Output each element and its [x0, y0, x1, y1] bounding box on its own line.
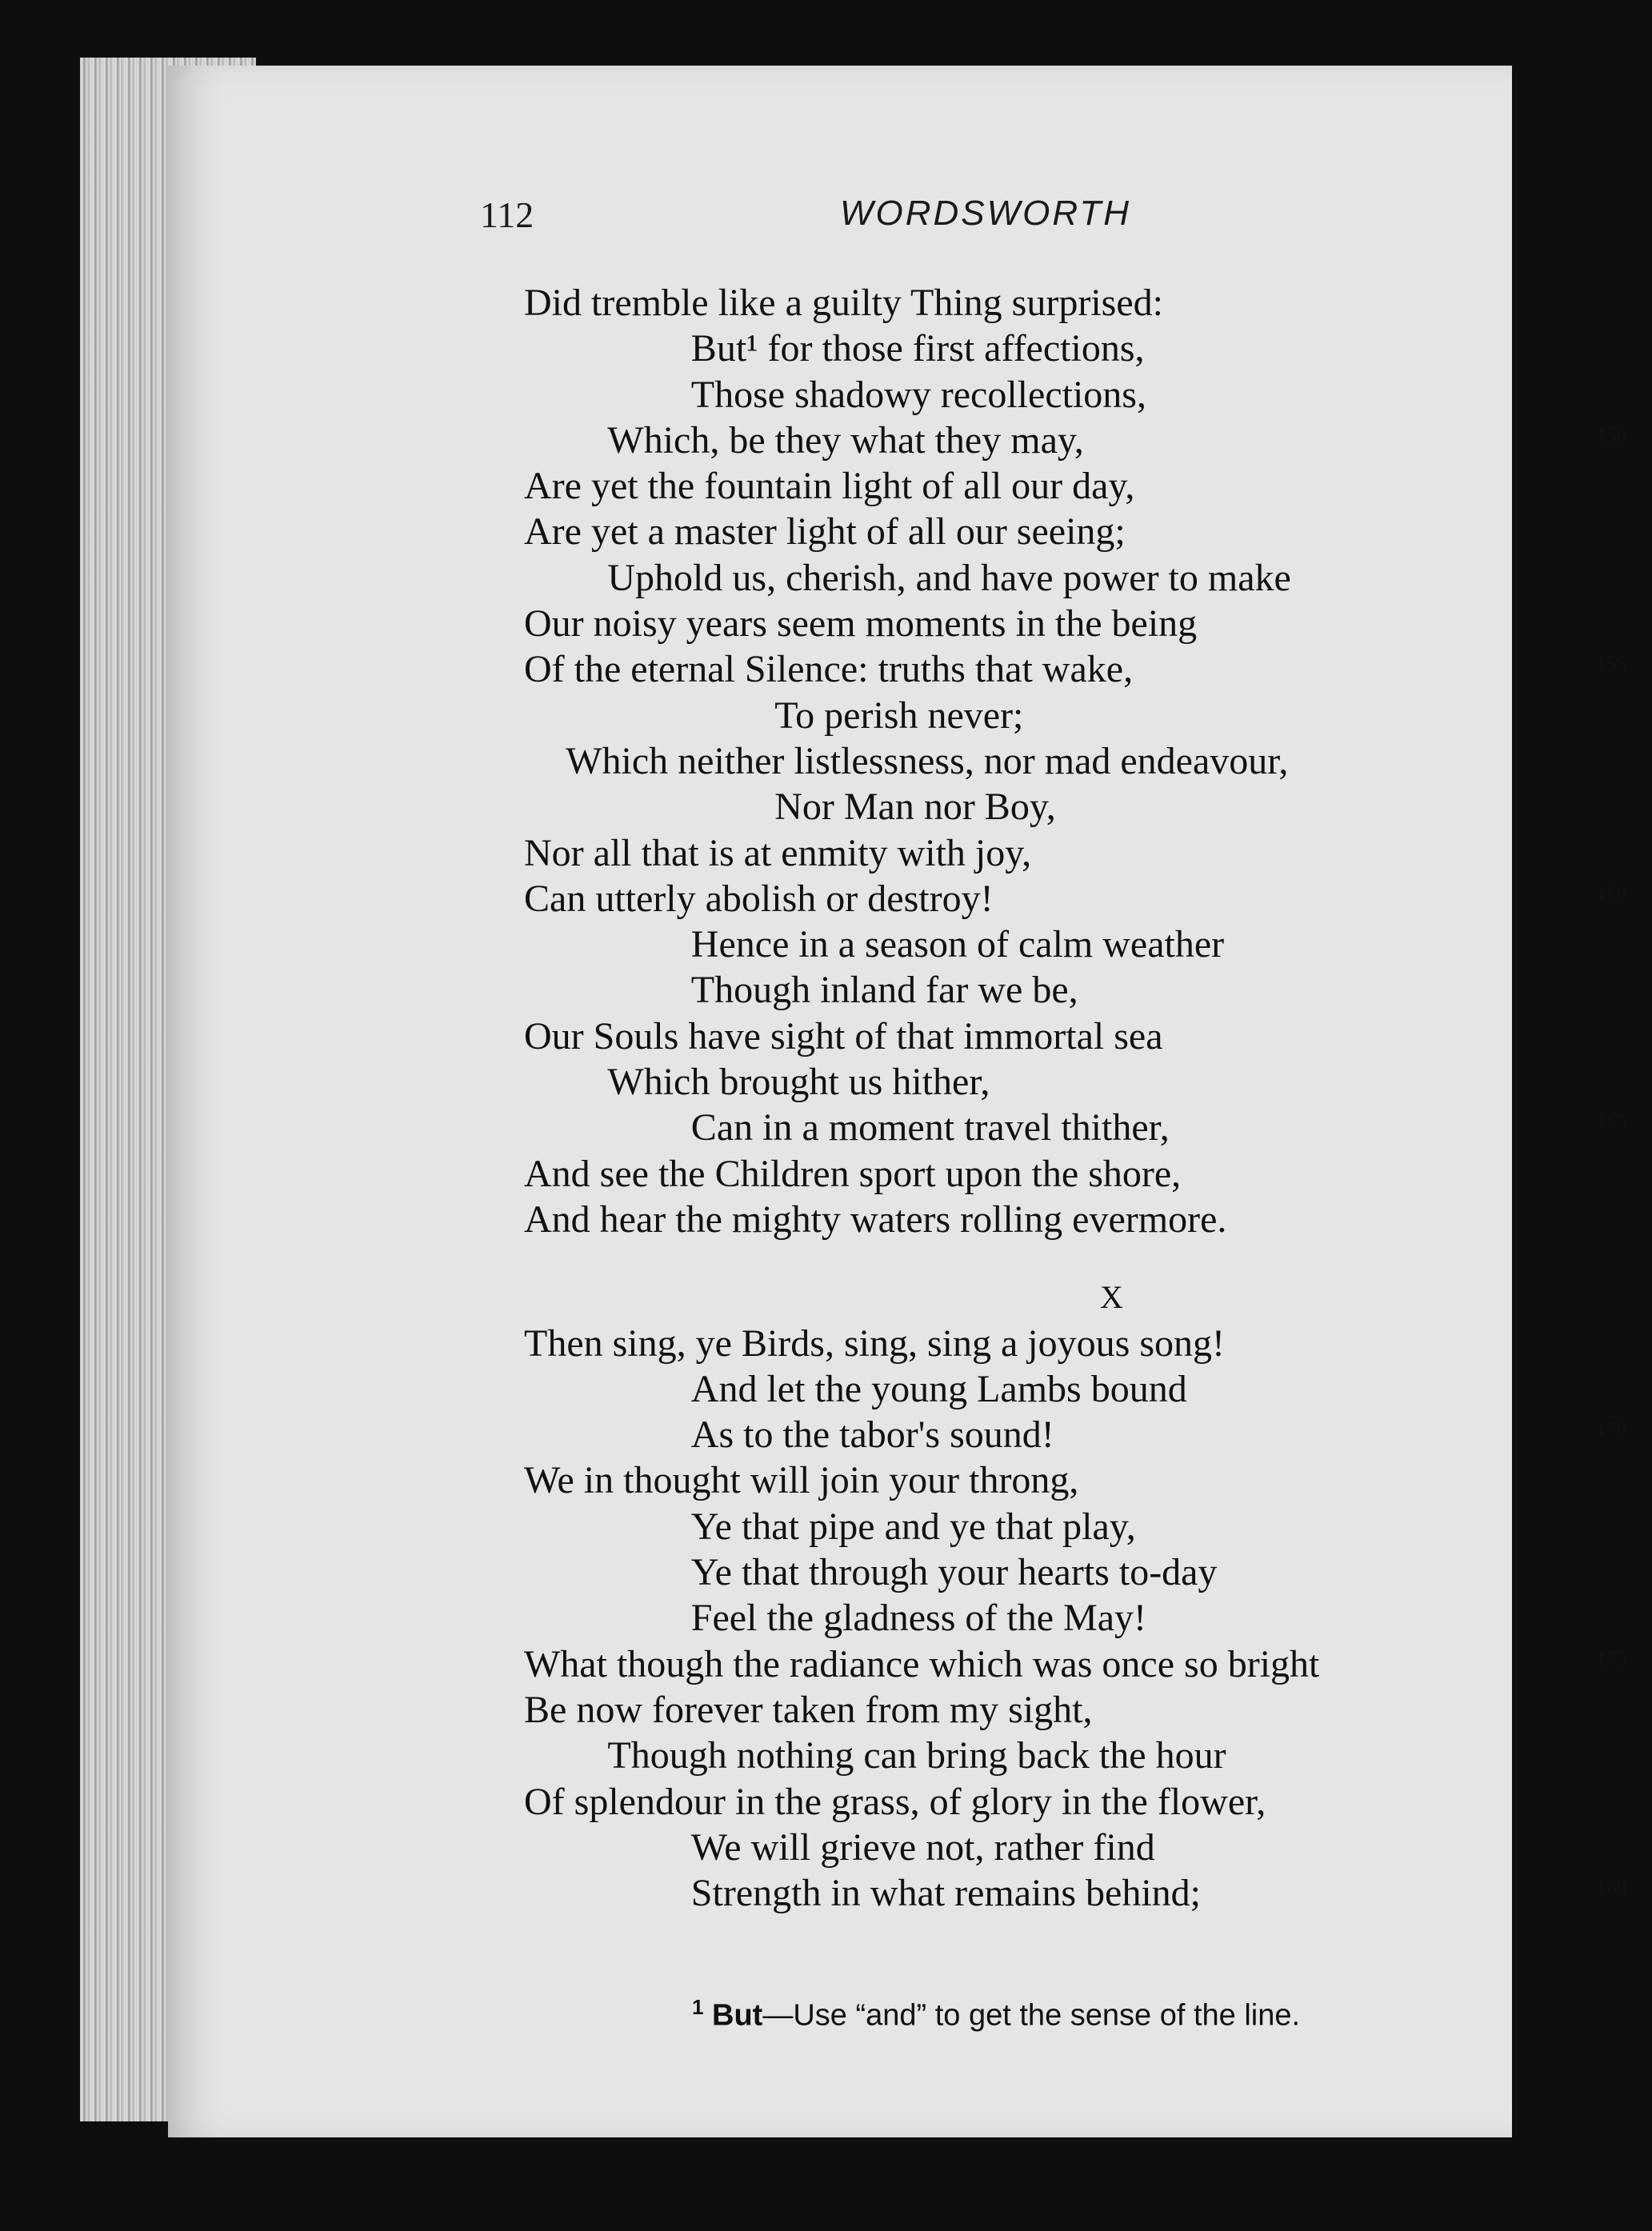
poem-line-text: Of the eternal Silence: truths that wake,	[524, 648, 1134, 691]
poem-line-text: Our noisy years seem moments in the being	[524, 602, 1198, 646]
poem-line	[524, 1779, 1644, 1825]
poem-line-text: Ye that pipe and ye that play,	[690, 1505, 1136, 1548]
poem-line	[524, 326, 1644, 371]
poem-line-text: To perish never;	[774, 694, 1024, 737]
poem-line	[524, 463, 1644, 509]
poem-line	[524, 1412, 1644, 1457]
poem-line-text: Which brought us hither,	[607, 1061, 990, 1104]
poem-line-text: Feel the gladness of the May!	[690, 1597, 1146, 1640]
poem-line-text: Nor Man nor Boy,	[774, 786, 1056, 829]
poem-line-text: But¹ for those first affections,	[690, 327, 1145, 370]
page-number: 112	[480, 194, 534, 235]
poem-line	[524, 738, 1644, 784]
poem-line	[524, 830, 1644, 876]
stanza-heading	[524, 1274, 1644, 1320]
poem-line-text: Are yet a master light of all our seeing;	[524, 510, 1126, 554]
poem-line-text: Though inland far we be,	[690, 969, 1078, 1012]
poem-line-text: As to the tabor's sound!	[690, 1413, 1054, 1457]
poem-line-text: Which, be they what they may,	[607, 418, 1084, 462]
line-number: 155	[1596, 652, 1627, 676]
poem-line	[524, 555, 1644, 601]
poem-line-text: And hear the mighty waters rolling evermore.	[524, 1197, 1227, 1241]
poem-line-text: Though nothing can bring back the hour	[607, 1734, 1226, 1777]
poem-line	[524, 1870, 1644, 1916]
poem-line-text: Ye that through your hearts to-day	[690, 1551, 1218, 1594]
poem-line	[524, 1504, 1644, 1549]
poem-line	[524, 1641, 1644, 1687]
poem-line	[524, 1366, 1644, 1412]
poem-line-text: Are yet the fountain light of all our day,	[524, 465, 1135, 508]
poem-line-text: And see the Children sport upon the shore,	[524, 1152, 1182, 1195]
poem-line	[524, 876, 1644, 922]
poem-line-text: Be now forever taken from my sight,	[524, 1688, 1093, 1731]
book-page	[168, 66, 1627, 2137]
stanza-break	[524, 1242, 1644, 1274]
poem-line-text: Strength in what remains behind;	[690, 1872, 1202, 1915]
poem-line-text: Uphold us, cherish, and have power to make	[607, 556, 1291, 599]
poem-line	[524, 646, 1644, 692]
poem-line	[524, 922, 1644, 967]
poem-line	[524, 372, 1644, 418]
poem-line-text: Of splendour in the grass, of glory in the flower,	[524, 1780, 1266, 1823]
poem-line	[524, 1059, 1644, 1105]
footnote	[692, 1995, 1652, 2033]
poem-line-text: We in thought will join your throng,	[524, 1459, 1079, 1502]
running-head	[168, 66, 1512, 274]
poem-line-text: Can utterly abolish or destroy!	[524, 877, 994, 920]
poem-line	[524, 967, 1644, 1013]
poem-line	[524, 1105, 1644, 1150]
poem-line-text: Hence in a season of calm weather	[690, 923, 1225, 966]
poem-line-text: Can in a moment travel thither,	[690, 1106, 1170, 1149]
poem-line-text: We will grieve not, rather find	[690, 1825, 1155, 1869]
line-number: 170	[1596, 1417, 1627, 1441]
poem-line	[524, 1733, 1644, 1778]
poem-line-text: Which neither listlessness, nor mad endeavour,	[566, 739, 1289, 782]
poem-text	[524, 280, 1644, 1916]
line-number: 160	[1596, 881, 1627, 905]
footnote-term: But	[712, 1998, 763, 2033]
poem-line	[524, 1595, 1644, 1641]
poem-line	[524, 1151, 1644, 1197]
poem-line	[524, 693, 1644, 738]
line-number: 180	[1596, 1876, 1627, 1900]
poem-line	[524, 1457, 1644, 1503]
poem-line-text: Those shadowy recollections,	[690, 373, 1146, 416]
poem-line-text: Nor all that is at enmity with joy,	[524, 831, 1032, 874]
poem-line	[524, 1197, 1644, 1242]
line-number: 165	[1596, 1110, 1627, 1134]
stanza-number: X	[1100, 1279, 1123, 1316]
footnote-text: —Use “and” to get the sense of the line.	[762, 1998, 1301, 2033]
poem-line	[524, 418, 1644, 463]
line-number: 150	[1596, 422, 1627, 446]
footnote-mark: 1	[692, 1995, 704, 2019]
poem-line	[524, 1014, 1644, 1059]
poem-line	[524, 509, 1644, 554]
poem-line-text: Our Souls have sight of that immortal sea	[524, 1014, 1163, 1058]
poem-line-text: Did tremble like a guilty Thing surprised:	[524, 282, 1163, 324]
poem-line	[524, 601, 1644, 646]
poem-line	[524, 784, 1644, 830]
poem-line-text: And let the young Lambs bound	[690, 1367, 1187, 1410]
poem-line	[524, 1321, 1644, 1366]
running-title: WORDSWORTH	[840, 194, 1132, 233]
line-number: 175	[1596, 1646, 1627, 1670]
poem-line-text: Then sing, ye Birds, sing, sing a joyous song!	[524, 1321, 1225, 1365]
poem-line	[524, 1825, 1644, 1870]
poem-line	[524, 1549, 1644, 1595]
poem-line-text: What though the radiance which was once so bright	[524, 1642, 1320, 1685]
poem-line	[524, 1687, 1644, 1733]
poem-line	[524, 280, 1644, 326]
